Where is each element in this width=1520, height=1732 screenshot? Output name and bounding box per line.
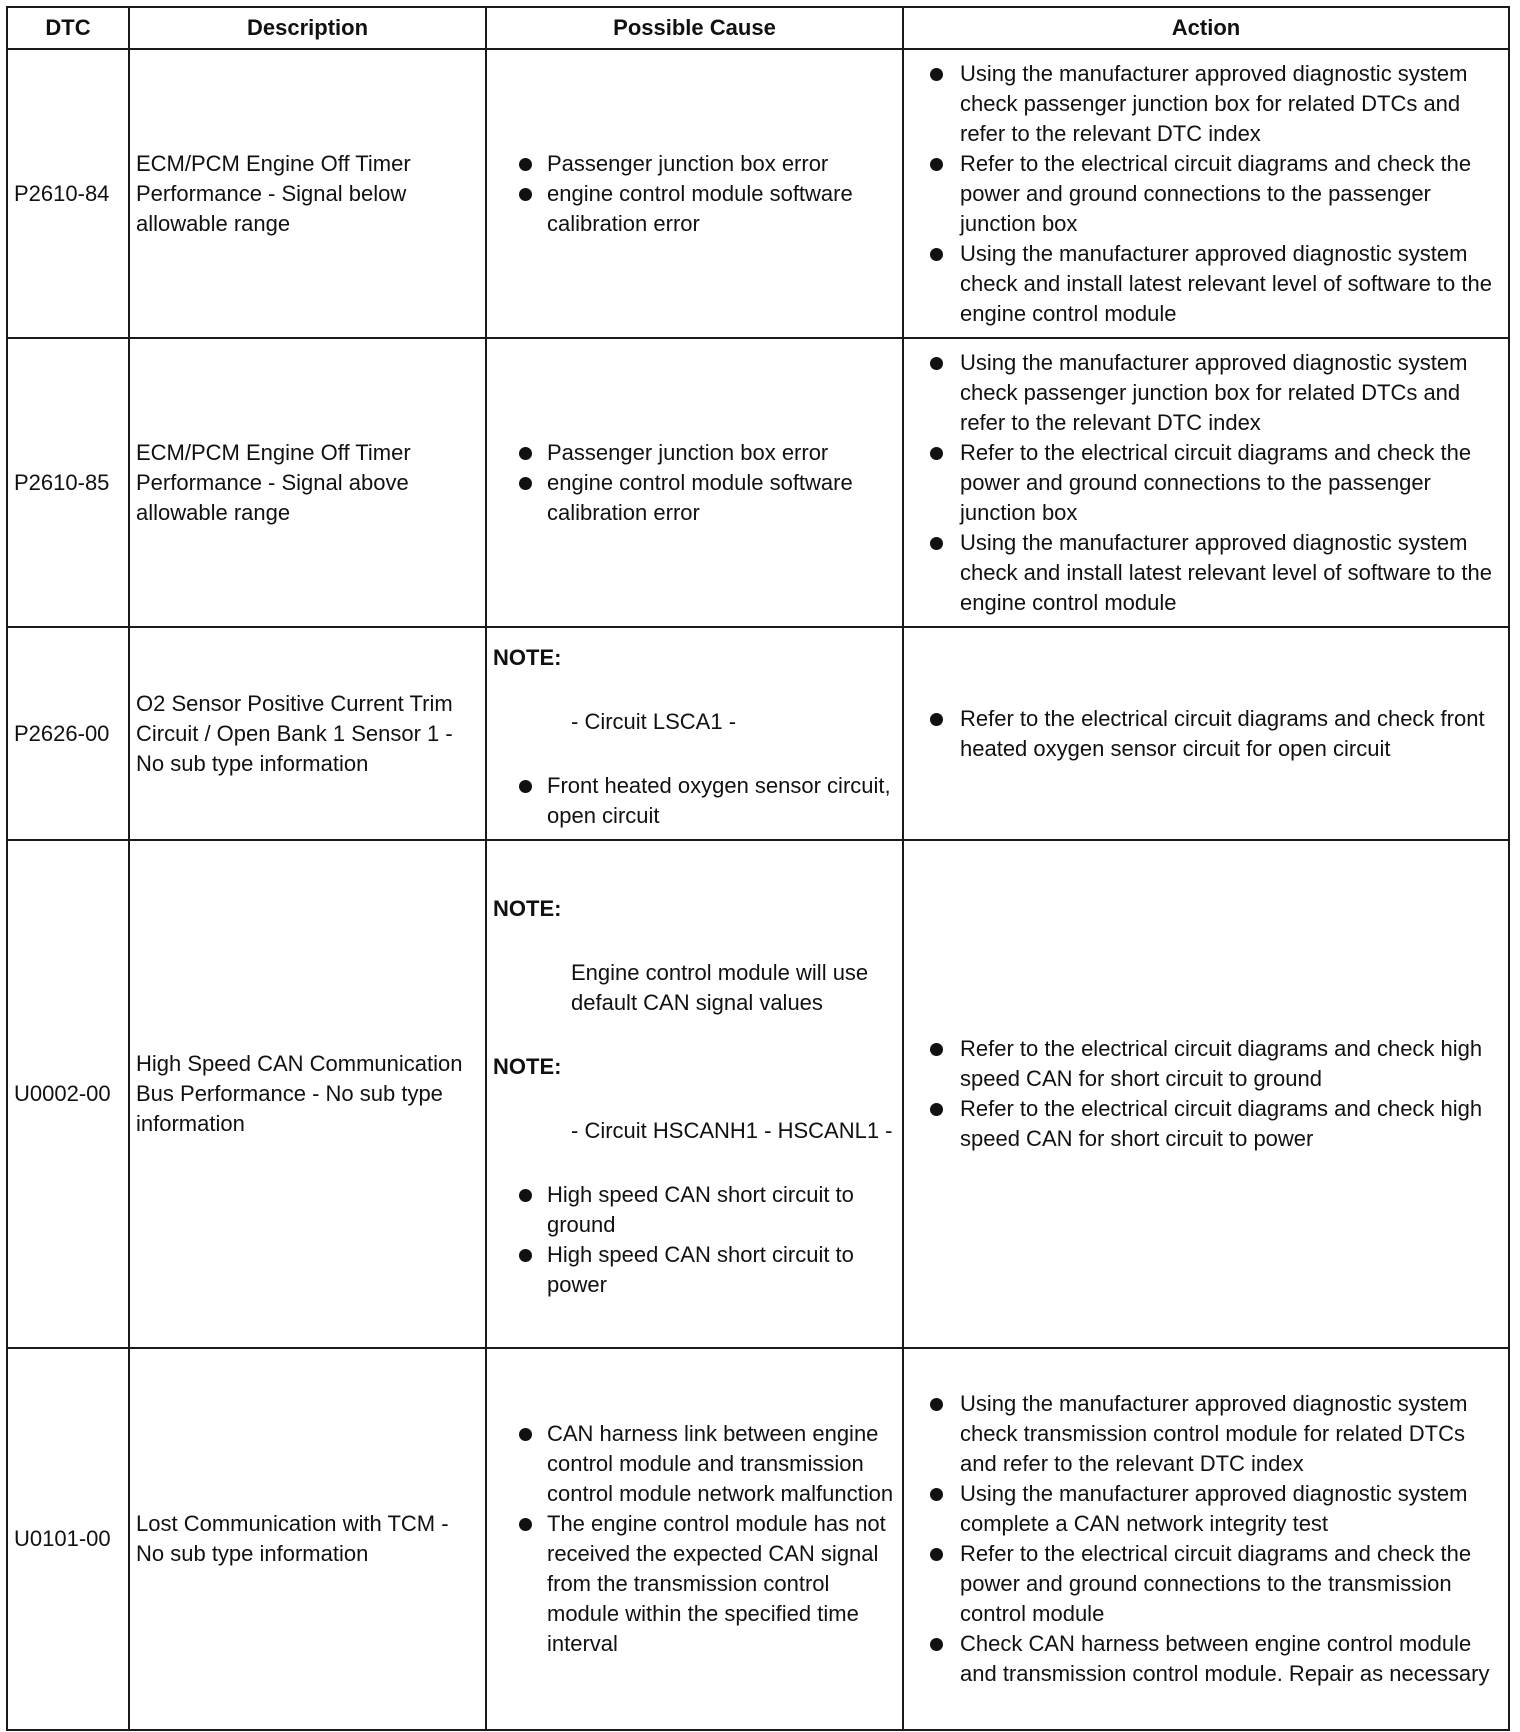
cause-item: Passenger junction box error [493, 149, 894, 179]
cause-item: CAN harness link between engine control module and transmission control module network malfunction [493, 1419, 894, 1509]
possible-cause [486, 627, 903, 840]
action [903, 627, 1509, 840]
action-item: Using the manufacturer approved diagnostic system complete a CAN network integrity test [910, 1479, 1500, 1539]
cause-item: High speed CAN short circuit to ground [493, 1180, 894, 1240]
dtc-code: P2610-84 [7, 49, 129, 338]
table-row [7, 1348, 1509, 1730]
note-label: NOTE: [493, 1054, 562, 1079]
cause-item: High speed CAN short circuit to power [493, 1240, 894, 1300]
dtc-code: U0002-00 [7, 840, 129, 1348]
possible-cause [486, 49, 903, 338]
note-label: NOTE: [493, 644, 562, 670]
action-item: Using the manufacturer approved diagnostic system check passenger junction box for related DTCs and refer to the relevant DTC index [910, 59, 1500, 149]
dtc-description: ECM/PCM Engine Off Timer Performance - Signal above allowable range [129, 338, 486, 627]
action [903, 338, 1509, 627]
cause-item: The engine control module has not received the expected CAN signal from the transmission control module within the specified time interval [493, 1509, 894, 1659]
header-action: Action [903, 7, 1509, 49]
cause-item: engine control module software calibration error [493, 179, 894, 239]
table-row [7, 49, 1509, 338]
action-item: Check CAN harness between engine control module and transmission control module. Repair as necessary [910, 1629, 1500, 1689]
action-item: Using the manufacturer approved diagnostic system check and install latest relevant level of software to the engine control module [910, 239, 1500, 329]
table-row [7, 627, 1509, 840]
action-item: Using the manufacturer approved diagnostic system check passenger junction box for related DTCs and refer to the relevant DTC index [910, 348, 1500, 438]
action-item: Refer to the electrical circuit diagrams and check high speed CAN for short circuit to ground [910, 1034, 1500, 1094]
table-row [7, 338, 1509, 627]
possible-cause [486, 840, 903, 1348]
possible-cause [486, 1348, 903, 1730]
dtc-code: U0101-00 [7, 1348, 129, 1730]
action-item: Using the manufacturer approved diagnostic system check and install latest relevant level of software to the engine control module [910, 528, 1500, 618]
cause-item: engine control module software calibration error [493, 468, 894, 528]
note-text: Engine control module will use default CAN signal values [571, 960, 869, 1015]
dtc-code: P2610-85 [7, 338, 129, 627]
header-possible-cause: Possible Cause [486, 7, 903, 49]
cause-item: Passenger junction box error [493, 438, 894, 468]
action-item: Refer to the electrical circuit diagrams and check front heated oxygen sensor circuit for open circuit [910, 704, 1500, 764]
table-row [7, 840, 1509, 1348]
action [903, 1348, 1509, 1730]
possible-cause [486, 338, 903, 627]
note-text: - Circuit LSCA1 - [571, 708, 737, 734]
action [903, 49, 1509, 338]
cause-item: Front heated oxygen sensor circuit, open circuit [493, 771, 894, 831]
dtc-description: O2 Sensor Positive Current Trim Circuit / Open Bank 1 Sensor 1 - No sub type information [129, 627, 486, 840]
dtc-table [6, 6, 1510, 1731]
action-item: Refer to the electrical circuit diagrams and check the power and ground connections to the passenger junction box [910, 438, 1500, 528]
header-dtc: DTC [7, 7, 129, 49]
action-item: Refer to the electrical circuit diagrams and check the power and ground connections to the transmission control module [910, 1539, 1500, 1629]
dtc-description: High Speed CAN Communication Bus Performance - No sub type information [129, 840, 486, 1348]
action-item: Refer to the electrical circuit diagrams and check high speed CAN for short circuit to power [910, 1094, 1500, 1154]
action [903, 840, 1509, 1348]
action-item: Refer to the electrical circuit diagrams and check the power and ground connections to the passenger junction box [910, 149, 1500, 239]
action-item: Using the manufacturer approved diagnostic system check transmission control module for related DTCs and refer to the relevant DTC index [910, 1389, 1500, 1479]
note-text: - Circuit HSCANH1 - HSCANL1 - [571, 1118, 893, 1143]
dtc-code: P2626-00 [7, 627, 129, 840]
dtc-description: ECM/PCM Engine Off Timer Performance - Signal below allowable range [129, 49, 486, 338]
header-description: Description [129, 7, 486, 49]
note-label: NOTE: [493, 896, 562, 921]
dtc-description: Lost Communication with TCM - No sub type information [129, 1348, 486, 1730]
header-row [7, 7, 1509, 49]
